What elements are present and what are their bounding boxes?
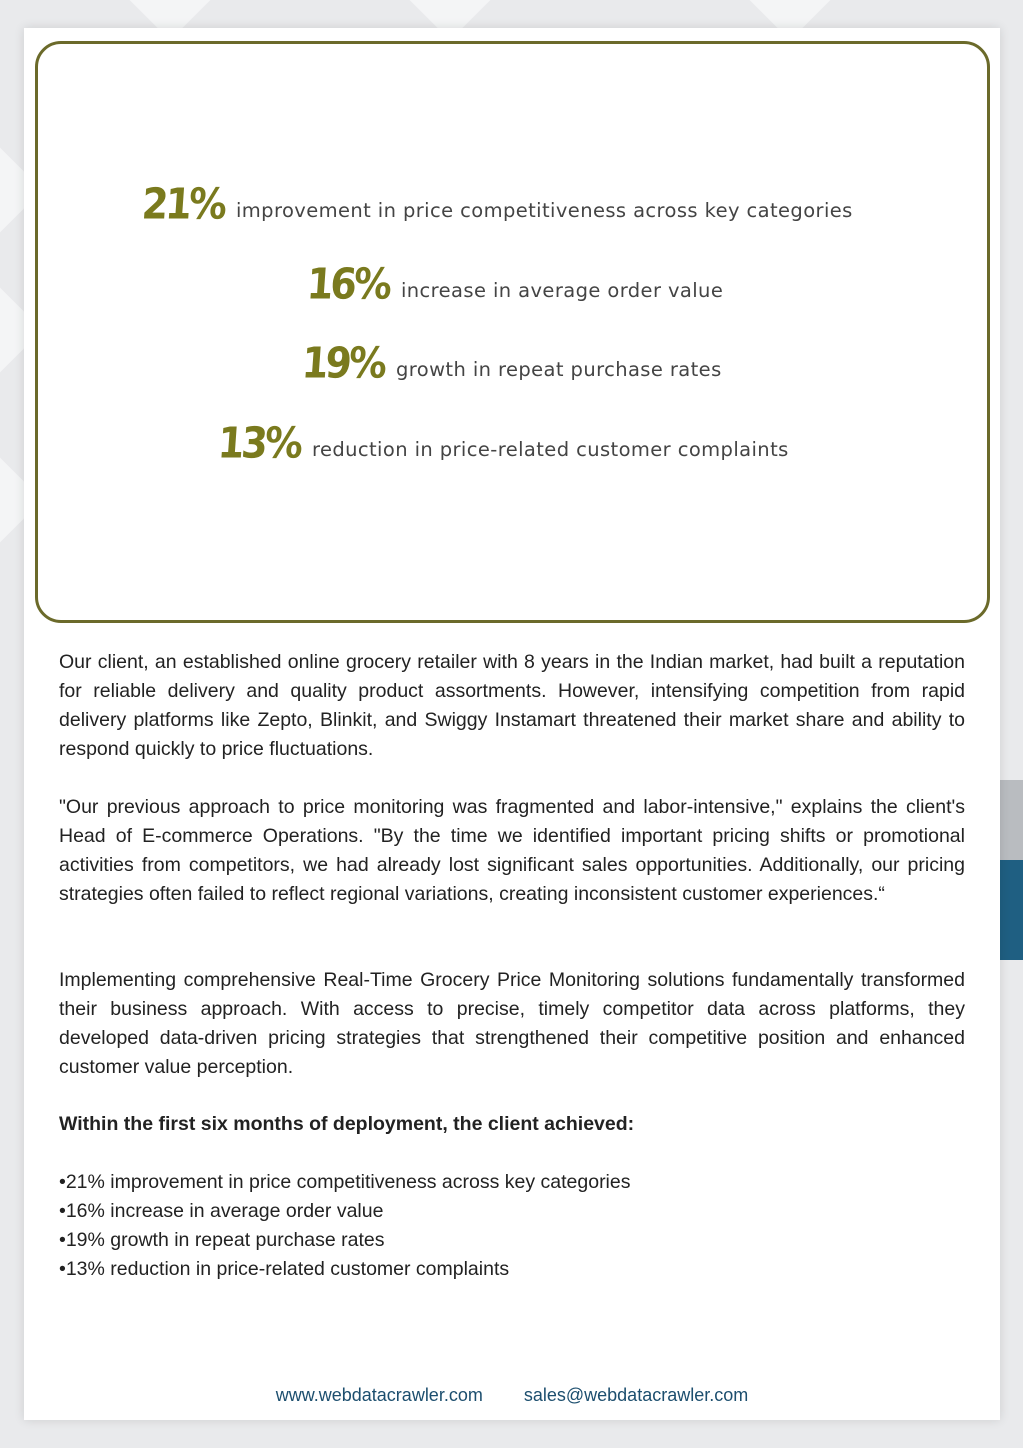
list-item: •16% increase in average order value: [59, 1200, 384, 1222]
stat-percent: 16%: [305, 259, 391, 309]
stat-row: [300, 338, 722, 388]
achievements-list: [59, 1168, 631, 1284]
quote-paragraph: "Our previous approach to price monitoring was fragmented and labor-intensive," explains the client's Head of E-commerce Operations. "By the time we identified important pricing shifts or promotional activities from competitors, we had already lost significant sales opportunities. Additionally, our pricing strategies often failed to reflect regional variations, creating inconsistent customer experiences.“: [59, 796, 965, 905]
stats-highlight-box: [35, 41, 990, 623]
stat-text: increase in average order value: [400, 279, 724, 302]
stat-percent: 19%: [300, 338, 386, 388]
solution-paragraph: Implementing comprehensive Real-Time Grocery Price Monitoring solutions fundamentally transformed their business approach. With access to precise, timely competitor data across platforms, they developed data-driven pricing strategies that strengthened their competitive position and enhanced customer value perception.: [59, 969, 965, 1078]
side-shade-bar: [997, 780, 1023, 860]
stat-text: growth in repeat purchase rates: [395, 358, 722, 381]
stat-percent: 13%: [216, 418, 302, 468]
document-page: [24, 28, 1000, 1420]
stat-row: [140, 179, 853, 229]
list-item: •19% growth in repeat purchase rates: [59, 1229, 385, 1251]
intro-paragraph: Our client, an established online grocery retailer with 8 years in the Indian market, had built a reputation for reliable delivery and quality product assortments. However, intensifying competition from rapid delivery platforms like Zepto, Blinkit, and Swiggy Instamart threatened their market share and ability to respond quickly to price fluctuations.: [59, 651, 965, 760]
website-link[interactable]: www.webdatacrawler.com: [275, 1385, 483, 1405]
stat-text: improvement in price competitiveness across key categories: [235, 199, 853, 222]
stat-text: reduction in price-related customer complaints: [311, 438, 789, 461]
list-item: •21% improvement in price competitiveness across key categories: [59, 1171, 631, 1193]
side-accent-bar: [997, 860, 1023, 960]
list-item: •13% reduction in price-related customer complaints: [59, 1258, 510, 1280]
footer: [24, 1385, 1000, 1406]
stat-percent: 21%: [140, 179, 226, 229]
stat-row: [305, 259, 724, 309]
stat-row: [216, 418, 789, 468]
achievements-heading: Within the first six months of deployment, the client achieved:: [59, 1113, 635, 1135]
email-link[interactable]: sales@webdatacrawler.com: [523, 1385, 749, 1405]
